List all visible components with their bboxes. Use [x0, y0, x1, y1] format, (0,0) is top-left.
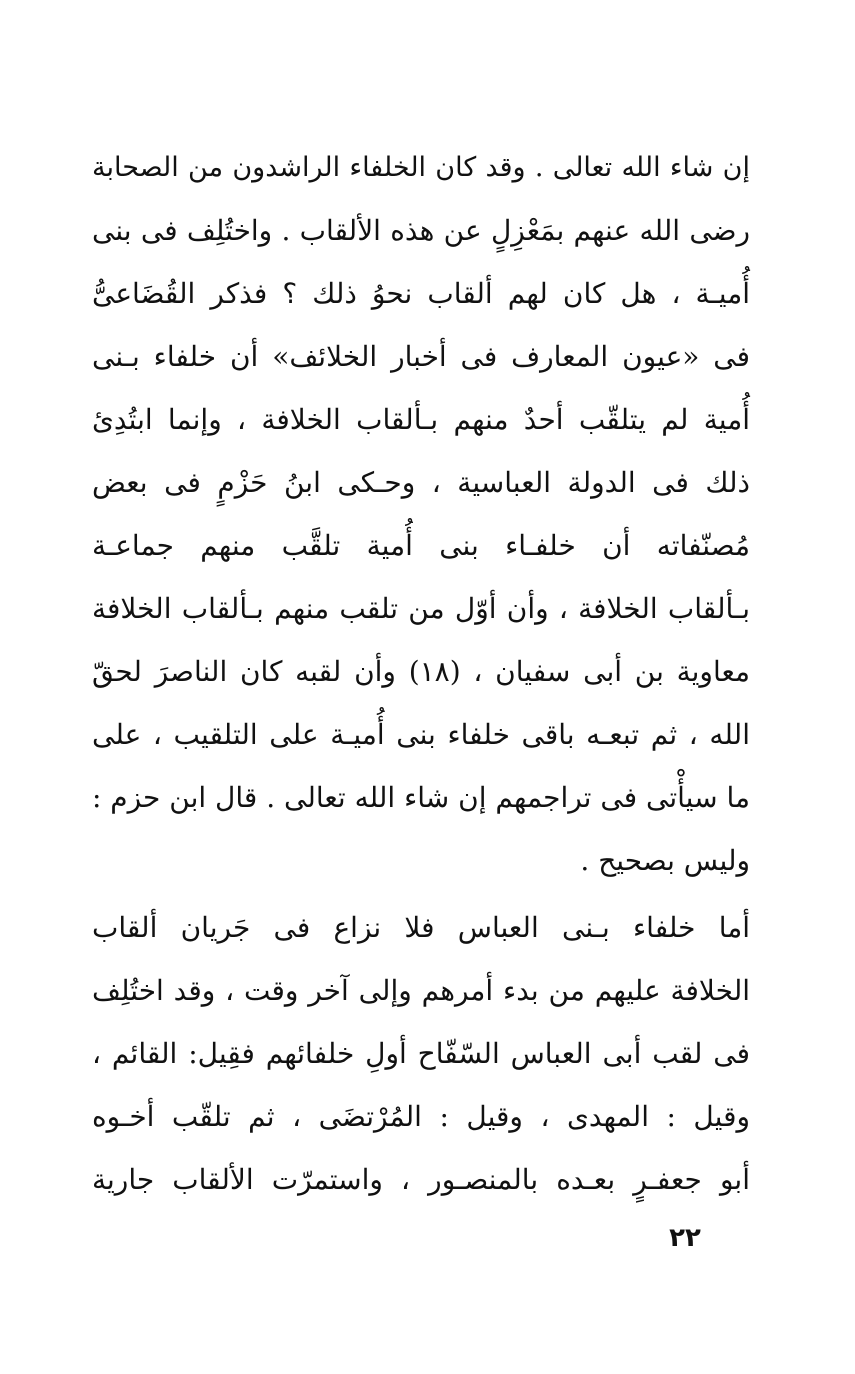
- text-line: ما سيأْتى فى تراجمهم إن شاء الله تعالى . قال ابن حزم :: [91, 781, 750, 814]
- paragraph-2: [92, 908, 750, 1223]
- text-line: فى لقب أبى العباس السّفّاح أولِ خلفائهم فقِيل: القائم ،: [92, 1037, 750, 1070]
- text-line: الخلافة عليهم من بدء أمرهم وإلى آخر وقت ، وقد اختُلِف: [92, 974, 750, 1007]
- text-line: وقيل : المهدى ، وقيل : المُرْتضَى ، ثم تلقّب أخـوه: [92, 1100, 750, 1133]
- text-line: أما خلفاء بـنى العباس فلا نزاع فى جَريان ألقاب: [92, 911, 750, 944]
- text-line: الله ، ثم تبعـه باقى خلفاء بنى أُميـة على التلقيب ، على: [92, 718, 750, 751]
- paragraph-1: [92, 148, 750, 904]
- text-line: وليس بصحيح .: [580, 844, 750, 877]
- text-line: أبو جعفـرٍ بعـده بالمنصـور ، واستمرّت الألقاب جارية: [92, 1163, 750, 1196]
- page-number: ٢٢: [669, 1223, 701, 1253]
- text-line: أُمية لم يتلقّب أحدٌ منهم بـألقاب الخلافة ، وإنما ابتُدِئ: [92, 403, 750, 436]
- text-line: أُميـة ، هل كان لهم ألقاب نحوُ ذلك ؟ فذكر القُضَاعىُّ: [92, 277, 750, 310]
- text-line: معاوية بن أبى سفيان ، (١٨) وأن لقبه كان الناصرَ لحقّ: [92, 655, 750, 688]
- text-line: مُصنّفاته أن خلفـاء بنى أُمية تلقَّب منهم جماعـة: [92, 529, 750, 562]
- text-line: فى «عيون المعارف فى أخبار الخلائف» أن خلفاء بـنى: [92, 340, 750, 373]
- text-line: رضى الله عنهم بمَعْزِلٍ عن هذه الألقاب . واختُلِف فى بنى: [92, 214, 750, 247]
- text-line: بـألقاب الخلافة ، وأن أوّل من تلقب منهم بـألقاب الخلافة: [92, 592, 750, 625]
- text-line: إن شاء الله تعالى . وقد كان الخلفاء الراشدون من الصحابة: [92, 152, 750, 183]
- text-line: ذلك فى الدولة العباسية ، وحـكى ابنُ حَزْمٍ فى بعض: [92, 466, 750, 499]
